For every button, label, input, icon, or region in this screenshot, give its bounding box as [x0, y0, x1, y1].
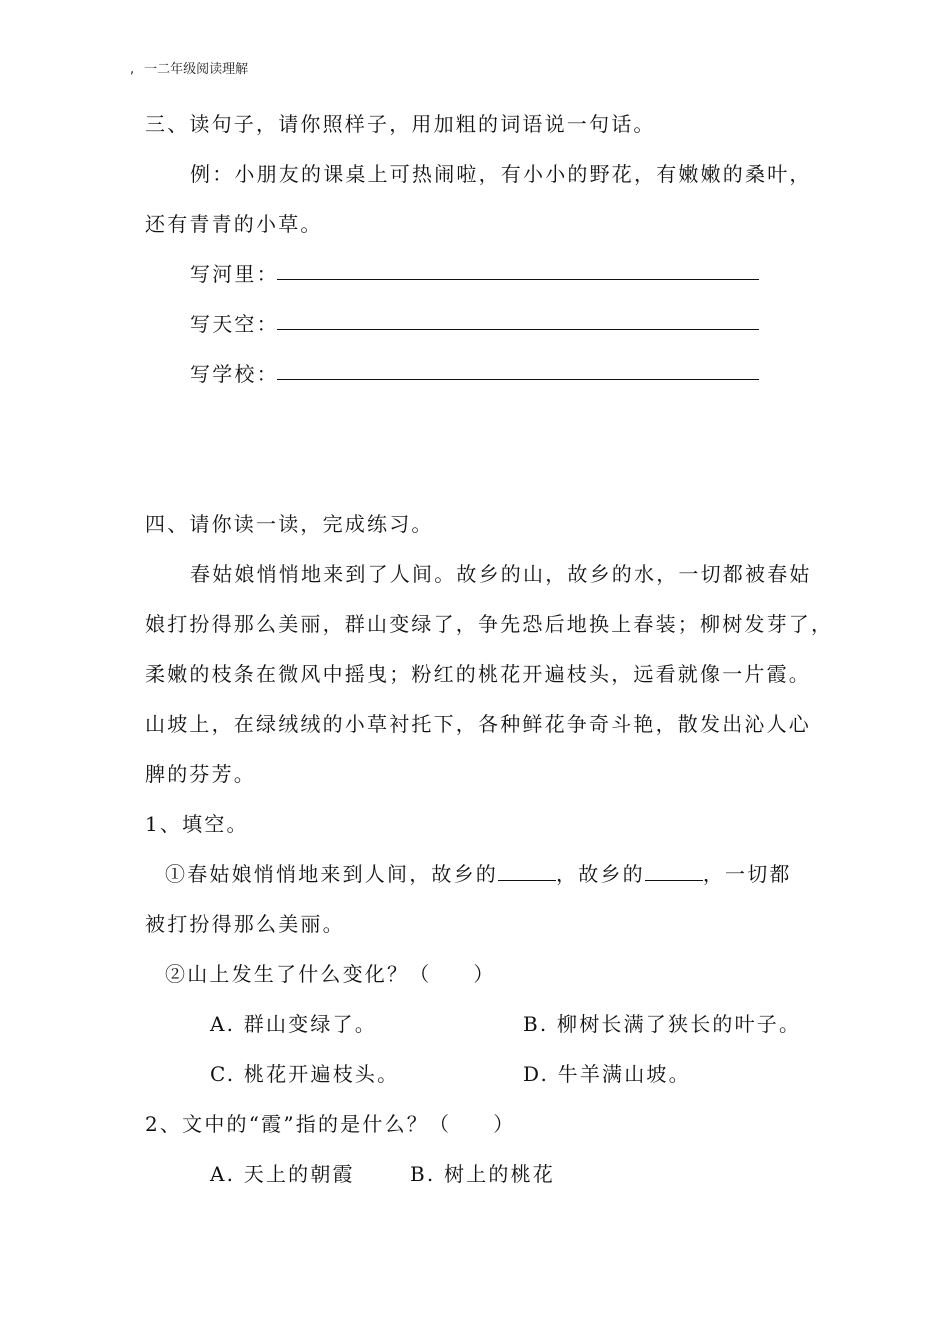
passage-line: 山坡上，在绿绒绒的小草衬托下，各种鲜花争奇斗艳，散发出沁人心 [145, 712, 811, 736]
q1-sub2-text: ②山上发生了什么变化？（ [165, 962, 432, 986]
header-mark: , [130, 62, 135, 77]
q1-blank-water[interactable] [645, 862, 703, 881]
section4-title: 四、请你读一读，完成练习。 [145, 512, 434, 536]
q2-title-text: 2、文中的“霞”指的是什么？（ [145, 1112, 452, 1136]
q1-sub1-text-c: ，一切都 [702, 862, 792, 886]
q2-title [145, 1108, 515, 1137]
passage-line: 脾的芬芳。 [145, 762, 256, 786]
section3-example-line1: 例：小朋友的课桌上可热闹啦，有小小的野花，有嫩嫩的桑叶， [190, 162, 812, 186]
prompt-school-label: 写学校： [190, 362, 279, 386]
q1-option-b[interactable]: B. 柳树长满了狭长的叶子。 [523, 1012, 802, 1036]
q1-sub2-close-paren: ） [473, 962, 496, 986]
q1-sub1-line2: 被打扮得那么美丽。 [145, 912, 345, 936]
prompt-river-answer-line[interactable] [277, 279, 759, 280]
section3-example-line2: 还有青青的小草。 [145, 212, 323, 236]
page-header [130, 58, 248, 77]
header-title: 一二年级阅读理解 [144, 62, 249, 77]
passage-line: 春姑娘悄悄地来到了人间。故乡的山，故乡的水，一切都被春姑 [190, 562, 812, 586]
q1-sub1-text-b: ，故乡的 [556, 862, 645, 886]
q2-option-b[interactable]: B. 树上的桃花 [410, 1162, 556, 1186]
q1-sub2 [165, 958, 496, 987]
q1-blank-mountain[interactable] [498, 862, 556, 881]
q1-sub1-text-a: ①春姑娘悄悄地来到人间，故乡的 [165, 862, 498, 886]
q1-sub1-line1 [165, 858, 792, 887]
passage-line: 柔嫩的枝条在微风中摇曳；粉红的桃花开遍枝头，远看就像一片霞。 [145, 662, 811, 686]
q2-close-paren: ） [493, 1112, 516, 1136]
q1-title: 1、填空。 [145, 812, 249, 836]
prompt-school-answer-line[interactable] [277, 379, 759, 380]
q1-option-a[interactable]: A. 群山变绿了。 [210, 1012, 377, 1036]
prompt-sky-answer-line[interactable] [277, 329, 759, 330]
section3-title: 三、读句子，请你照样子，用加粗的词语说一句话。 [145, 112, 656, 136]
q1-option-d[interactable]: D. 牛羊满山坡。 [523, 1062, 691, 1086]
q1-option-c[interactable]: C. 桃花开遍枝头。 [210, 1062, 400, 1086]
q2-option-a[interactable]: A. 天上的朝霞 [210, 1162, 355, 1186]
passage-line: 娘打扮得那么美丽，群山变绿了，争先恐后地换上春装；柳树发芽了， [145, 612, 834, 636]
prompt-sky-label: 写天空： [190, 312, 279, 336]
prompt-river-label: 写河里： [190, 262, 279, 286]
